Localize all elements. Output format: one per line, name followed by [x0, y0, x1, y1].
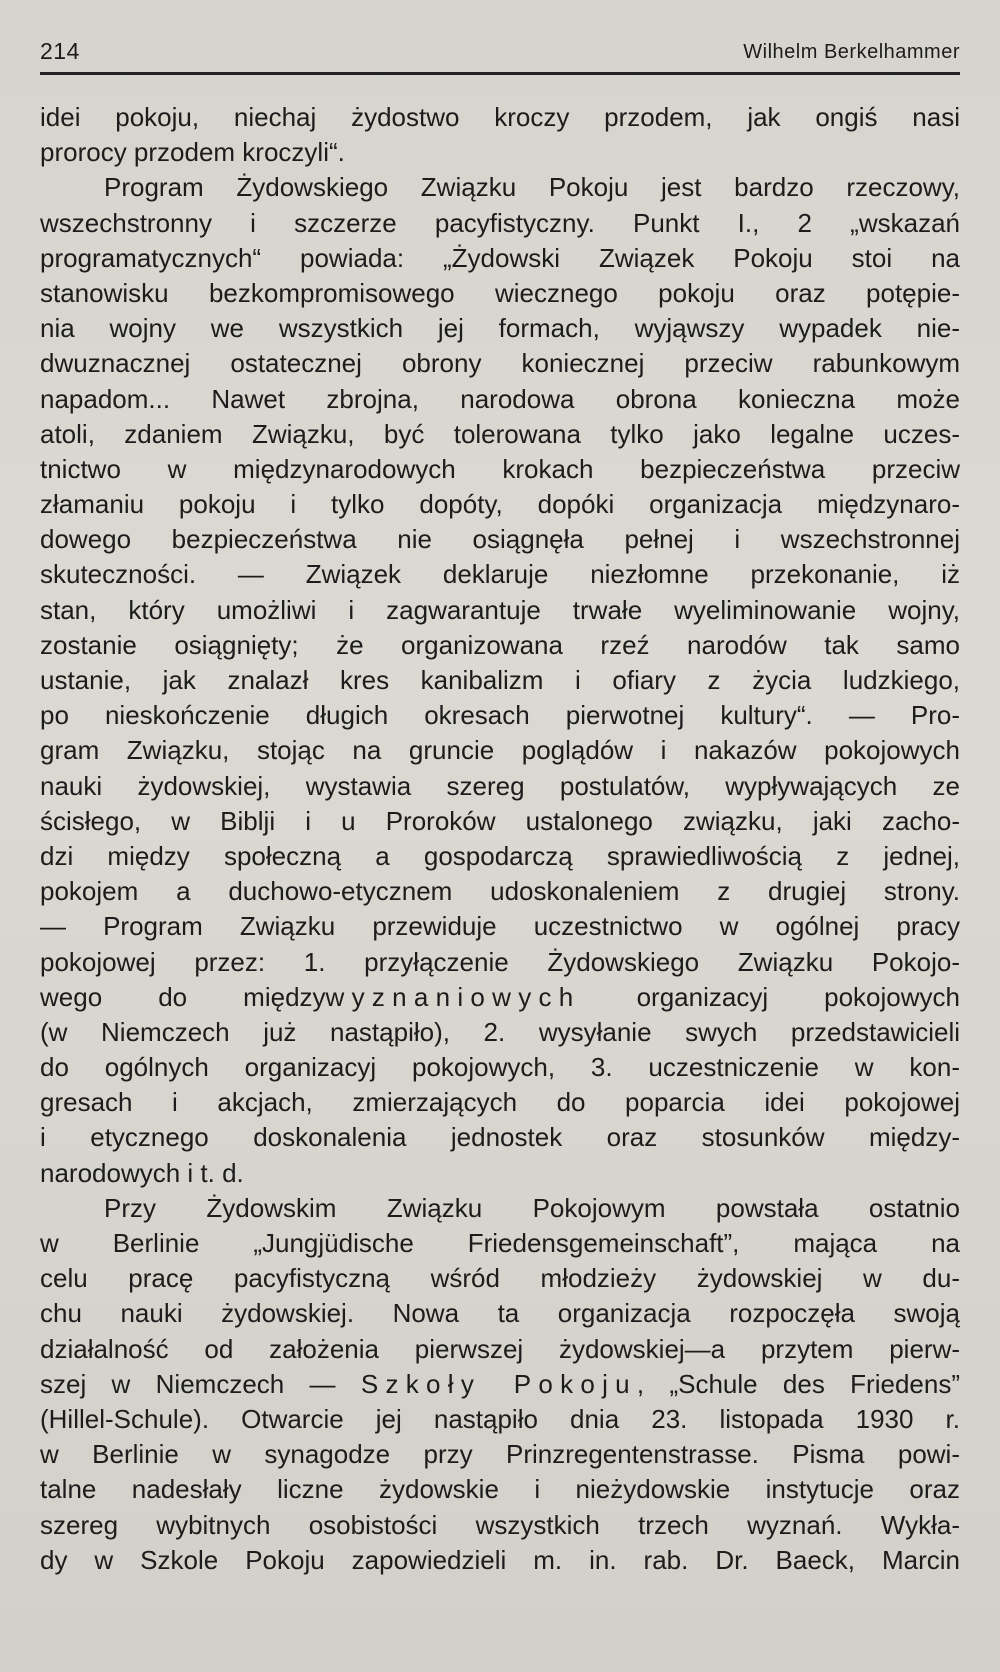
text-line: [40, 1402, 960, 1437]
text-line: [40, 1332, 960, 1367]
line-text: idei pokoju, niechaj żydostwo kroczy przodem, jak ongiś nasi: [40, 102, 960, 132]
text-line: [40, 1367, 960, 1402]
text-line: [40, 628, 960, 663]
line-text: atoli, zdaniem Związku, być tolerowana tylko jako legalne uczes-: [40, 418, 960, 449]
line-text: prorocy przodem kroczyli“.: [40, 137, 345, 168]
text-line: [40, 1191, 960, 1226]
text-line: [40, 276, 960, 311]
text-line: [40, 1015, 960, 1050]
body-text: [40, 100, 960, 1578]
page-number: 214: [40, 38, 80, 64]
line-text: narodowych i t. d.: [40, 1157, 244, 1188]
line-text: programatycznych“ powiada: „Żydowski Związek Pokoju stoi na: [40, 242, 960, 273]
line-text: w Berlinie w synagodze przy Prinzregentenstrasse. Pisma powi-: [40, 1439, 960, 1470]
text-line: [40, 135, 960, 170]
text-line: [40, 417, 960, 452]
text-line: [40, 909, 960, 944]
line-text: w Berlinie „Jungjüdische Friedensgemeinschaft”, mająca na: [40, 1228, 960, 1258]
text-line: [40, 1472, 960, 1507]
line-text: po nieskończenie długich okresach pierwotnej kultury“. — Pro-: [40, 700, 960, 731]
line-text: (w Niemczech już nastąpiło), 2. wysyłanie swych przedstawicieli: [40, 1016, 960, 1047]
paragraph: [40, 170, 960, 1190]
spaced-emphasis: wyznaniowych: [325, 981, 581, 1012]
line-text: dzi między społeczną a gospodarczą sprawiedliwością z jednej,: [40, 840, 960, 871]
line-text: dowego bezpieczeństwa nie osiągnęła pełnej i wszechstronnej: [40, 524, 960, 555]
line-text: działalność od założenia pierwszej żydowskiej—a przytem pierw-: [40, 1333, 960, 1364]
line-text: pokojem a duchowo-etycznem udoskonaleniem z drugiej strony.: [40, 876, 960, 907]
text-line: [40, 1120, 960, 1155]
paragraph: [40, 100, 960, 170]
text-line: [40, 1543, 960, 1578]
text-line: [40, 1085, 960, 1120]
text-line: [40, 874, 960, 909]
line-text: stanowisku bezkompromisowego wiecznego pokoju oraz potępie-: [40, 277, 960, 308]
text-line: [40, 241, 960, 276]
line-text: złamaniu pokoju i tylko dopóty, dopóki organizacja międzynaro-: [40, 489, 960, 520]
line-text: szereg wybitnych osobistości wszystkich trzech wyznań. Wykła-: [40, 1509, 960, 1540]
running-title: Wilhelm Berkelhammer: [743, 41, 960, 63]
line-text: wszechstronny i szczerze pacyfistyczny. Punkt I., 2 „wskazań: [40, 207, 960, 238]
line-text: Przy Żydowskim Związku Pokojowym powstała ostatnio: [104, 1192, 960, 1223]
line-text: do ogólnych organizacyj pokojowych, 3. uczestniczenie w kon-: [40, 1052, 960, 1083]
line-text: ścisłego, w Biblji i u Proroków ustalonego związku, jaki zacho-: [40, 805, 960, 836]
text-line: [40, 733, 960, 768]
text-line: [40, 1050, 960, 1085]
line-text: chu nauki żydowskiej. Nowa ta organizacja rozpoczęła swoją: [40, 1298, 960, 1329]
line-text: skuteczności. — Związek deklaruje niezłomne przekonanie, iż: [40, 559, 960, 590]
text-line: [40, 1261, 960, 1296]
text-line: [40, 1508, 960, 1543]
text-line: [40, 945, 960, 980]
line-text: i etycznego doskonalenia jednostek oraz stosunków między-: [40, 1122, 960, 1153]
line-text: (Hillel-Schule). Otwarcie jej nastąpiło dnia 23. listopada 1930 r.: [40, 1403, 960, 1434]
line-text: talne nadesłały liczne żydowskie i nieżydowskie instytucje oraz: [40, 1474, 960, 1505]
text-line: [40, 311, 960, 346]
text-line: [40, 346, 960, 381]
text-line: [40, 593, 960, 628]
line-text: Program Żydowskiego Związku Pokoju jest bardzo rzeczowy,: [104, 172, 960, 203]
text-line: [40, 980, 960, 1015]
header-rule: [40, 72, 960, 75]
line-text: nia wojny we wszystkich jej formach, wyjąwszy wypadek nie-: [40, 313, 960, 344]
line-text-after: organizacyj pokojowych: [580, 981, 960, 1012]
line-text: — Program Związku przewiduje uczestnictwo w ogólnej pracy: [40, 911, 960, 942]
text-line: [40, 1437, 960, 1472]
line-text: nauki żydowskiej, wystawia szereg postulatów, wypływających ze: [40, 770, 960, 801]
line-text: wego do między: [40, 981, 326, 1012]
line-text: gresach i akcjach, zmierzających do poparcia idei pokojowej: [40, 1087, 960, 1118]
line-text: tnictwo w międzynarodowych krokach bezpieczeństwa przeciw: [40, 453, 960, 484]
line-text: ustanie, jak znalazł kres kanibalizm i ofiary z życia ludzkiego,: [40, 665, 960, 695]
text-line: [40, 839, 960, 874]
text-line: [40, 100, 960, 135]
line-text: napadom... Nawet zbrojna, narodowa obrona konieczna może: [40, 383, 960, 414]
text-line: [40, 663, 960, 698]
text-line: [40, 452, 960, 487]
line-text-after: , „Schule des Friedens”: [636, 1368, 960, 1399]
line-text: zostanie osiągnięty; że organizowana rzeź narodów tak samo: [40, 629, 960, 660]
line-text: szej w Niemczech —: [40, 1368, 361, 1399]
text-line: [40, 382, 960, 417]
text-line: [40, 1296, 960, 1331]
line-text: dwuznacznej ostatecznej obrony koniecznej przeciw rabunkowym: [40, 348, 960, 379]
line-text: celu pracę pacyfistyczną wśród młodzieży żydowskiej w du-: [40, 1263, 960, 1294]
line-text: stan, który umożliwi i zagwarantuje trwałe wyeliminowanie wojny,: [40, 594, 960, 625]
text-line: [40, 698, 960, 733]
text-line: [40, 170, 960, 205]
text-line: [40, 557, 960, 592]
text-line: [40, 206, 960, 241]
page-header: [40, 38, 960, 72]
paragraph: [40, 1191, 960, 1578]
text-line: [40, 769, 960, 804]
text-line: [40, 1226, 960, 1261]
line-text: pokojowej przez: 1. przyłączenie Żydowskiego Związku Pokojo-: [40, 946, 960, 977]
text-line: [40, 487, 960, 522]
spaced-emphasis: Szkoły Pokoju: [360, 1368, 637, 1399]
line-text: dy w Szkole Pokoju zapowiedzieli m. in. rab. Dr. Baeck, Marcin: [40, 1544, 960, 1575]
text-line: [40, 804, 960, 839]
text-line: [40, 1156, 960, 1191]
text-line: [40, 522, 960, 557]
line-text: gram Związku, stojąc na gruncie poglądów i nakazów pokojowych: [40, 735, 960, 766]
